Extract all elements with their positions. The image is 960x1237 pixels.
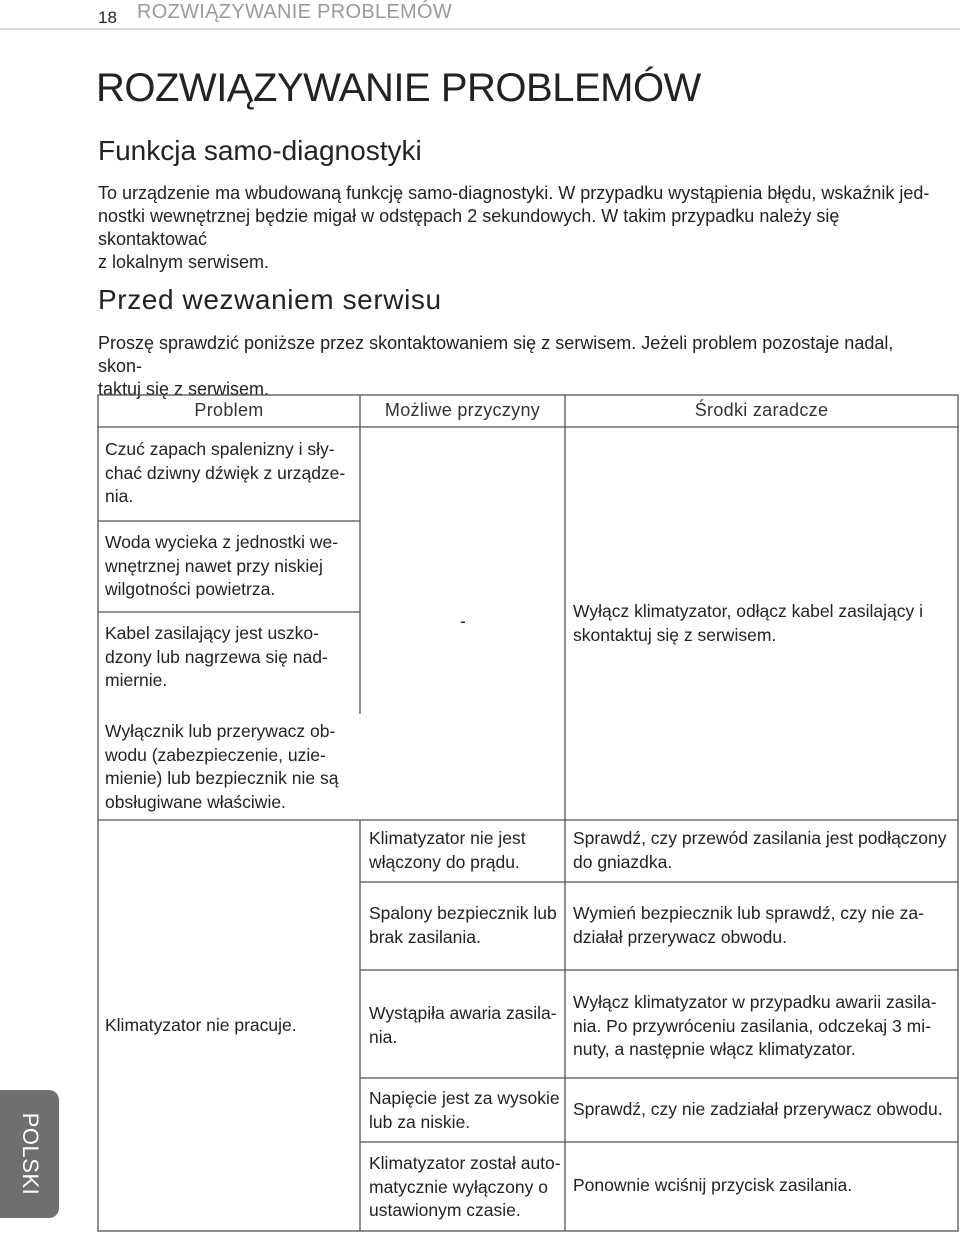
cause-cell: Spalony bezpiecznik lub brak zasilania. bbox=[369, 903, 557, 947]
problem-cell: Kabel zasilający jest uszko- dzony lub nagrzewa się nad- miernie. bbox=[105, 623, 328, 690]
problem-cell: Woda wycieka z jednostki we- wnętrznej nawet przy niskiej wilgotności powietrza. bbox=[105, 532, 339, 599]
remedy-cell: Ponownie wciśnij przycisk zasilania. bbox=[573, 1175, 853, 1195]
cause-cell: Wystąpiła awaria zasila- nia. bbox=[369, 1003, 557, 1047]
column-header-causes: Możliwe przyczyny bbox=[384, 400, 541, 420]
language-side-tab-label: POLSKI bbox=[17, 1112, 43, 1196]
before-service-heading: Przed wezwaniem serwisu bbox=[98, 284, 442, 315]
cause-cell: Klimatyzator został auto- matycznie wyłączony o ustawionym czasie. bbox=[369, 1153, 561, 1220]
remedy-cell: Sprawdź, czy nie zadziałał przerywacz obwodu. bbox=[573, 1099, 943, 1119]
remedy-cell: Wyłącz klimatyzator w przypadku awarii zasila- nia. Po przywróceniu zasilania, odczekaj 3 mi- nuty, a następnie włącz klimatyzator. bbox=[573, 992, 937, 1059]
remedy-cell: Wymień bezpiecznik lub sprawdź, czy nie za- działał przerywacz obwodu. bbox=[573, 903, 924, 947]
language-side-tab bbox=[0, 1090, 59, 1218]
paragraph-line: nostki wewnętrznej będzie migał w odstępach 2 sekundowych. W takim przypadku należy się skontaktować bbox=[98, 206, 840, 249]
paragraph-line: Proszę sprawdzić poniższe przez skontaktowaniem się z serwisem. Jeżeli problem pozostaje nadal, skon- bbox=[98, 333, 894, 376]
remedy-cell: Wyłącz klimatyzator, odłącz kabel zasilający i skontaktuj się z serwisem. bbox=[573, 601, 923, 645]
paragraph-line: To urządzenie ma wbudowaną funkcję samo-diagnostyki. W przypadku wystąpienia błędu, wskaźnik jed- bbox=[98, 183, 930, 203]
paragraph-line: z lokalnym serwisem. bbox=[98, 252, 270, 272]
page-number: 18 bbox=[98, 8, 117, 27]
self-diagnostics-paragraph bbox=[98, 182, 938, 274]
before-service-paragraph bbox=[98, 332, 938, 401]
column-header-problem: Problem bbox=[194, 400, 264, 420]
problem-cell: Wyłącznik lub przerywacz ob- wodu (zabezpieczenie, uzie- mienie) lub bezpiecznik nie są obsługiwane właściwie. bbox=[105, 721, 339, 812]
page-title: ROZWIĄZYWANIE PROBLEMÓW bbox=[96, 66, 701, 110]
cause-cell: Klimatyzator nie jest włączony do prądu. bbox=[369, 828, 526, 872]
header-divider bbox=[0, 28, 960, 30]
remedy-cell: Sprawdź, czy przewód zasilania jest podłączony do gniazdka. bbox=[573, 828, 947, 872]
problem-cell: Klimatyzator nie pracuje. bbox=[105, 1015, 297, 1035]
cause-cell-dash: - bbox=[460, 611, 466, 631]
column-header-remedies: Środki zaradcze bbox=[694, 400, 829, 420]
cause-cell: Napięcie jest za wysokie lub za niskie. bbox=[369, 1088, 560, 1132]
running-header-title: ROZWIĄZYWANIE PROBLEMÓW bbox=[137, 1, 453, 23]
paragraph-line: taktuj się z serwisem. bbox=[98, 379, 270, 399]
self-diagnostics-heading: Funkcja samo-diagnostyki bbox=[98, 135, 422, 166]
problem-cell: Czuć zapach spalenizny i sły- chać dziwny dźwięk z urządze- nia. bbox=[105, 439, 346, 506]
troubleshooting-table bbox=[97, 394, 959, 1232]
